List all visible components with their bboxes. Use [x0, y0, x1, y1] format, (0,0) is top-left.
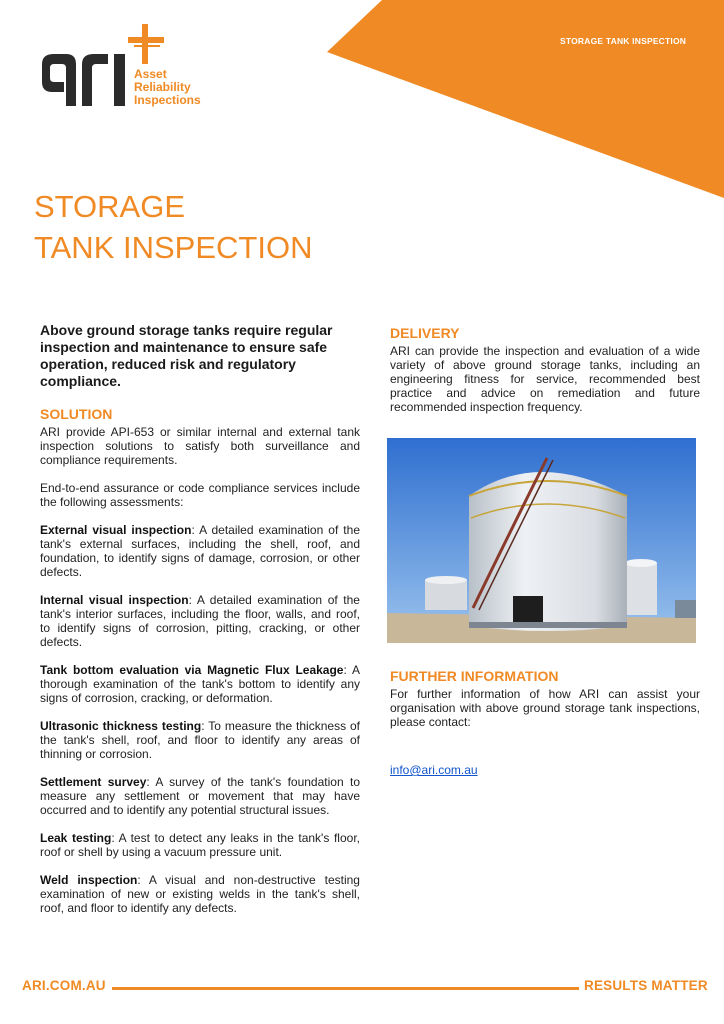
- assessment-term: Internal visual inspection: [40, 593, 189, 607]
- left-column: [40, 322, 360, 929]
- assessment-item: [40, 831, 360, 859]
- further-heading: FURTHER INFORMATION: [390, 668, 559, 684]
- assessment-desc: : A test to detect any leaks in the tank's floor, roof or shell by using a vacuum pressure unit.: [40, 831, 360, 859]
- assessment-desc: : A thorough examination of the tank's bottom to identify any signs of corrosion, cracking, or deformation.: [40, 663, 360, 705]
- storage-tank-photo: [387, 438, 696, 643]
- delivery-heading: DELIVERY: [390, 325, 460, 341]
- assessment-term: Leak testing: [40, 831, 112, 845]
- logo-line-asset: Asset: [134, 67, 167, 81]
- page-title: [34, 186, 312, 268]
- intro-text: Above ground storage tanks require regular inspection and maintenance to ensure safe operation, reduced risk and regulatory compliance.: [40, 322, 333, 389]
- assessment-item: [40, 663, 360, 705]
- further-text: For further information of how ARI can assist your organisation with above ground storage tank inspections, please contact:: [390, 687, 700, 729]
- assessment-term: External visual inspection: [40, 523, 192, 537]
- assessment-term: Ultrasonic thickness testing: [40, 719, 202, 733]
- footer-tagline: RESULTS MATTER: [584, 978, 708, 993]
- email-link[interactable]: info@ari.com.au: [390, 763, 478, 777]
- assessment-item: [40, 593, 360, 649]
- assessment-item: [40, 523, 360, 579]
- ari-logo-mark: [38, 24, 138, 114]
- solution-paragraph-2: End-to-end assurance or code compliance services include the following assessments:: [40, 481, 360, 509]
- assessment-term: Weld inspection: [40, 873, 138, 887]
- assessment-item: [40, 873, 360, 915]
- assessment-term: Tank bottom evaluation via Magnetic Flux Leakage: [40, 663, 344, 677]
- assessment-desc: : A visual and non-destructive testing examination of new or existing welds in the tank's shell, roof, and floor to identify any defects.: [40, 873, 360, 915]
- assessment-desc: : A survey of the tank's foundation to measure any settlement or movement that may have occurred and to identify any potential structural issues.: [40, 775, 360, 817]
- assessment-item: [40, 719, 360, 761]
- assessment-desc: : To measure the thickness of the tank's shell, roof, and floor to identify any areas of thinning or corrosion.: [40, 719, 361, 761]
- further-information: [390, 668, 700, 777]
- footer-website[interactable]: ARI.COM.AU: [22, 978, 106, 993]
- title-line-1: STORAGE: [34, 189, 186, 224]
- solution-paragraph-1: ARI provide API-653 or similar internal and external tank inspection solutions to satisfy both surveillance and compliance requirements.: [40, 425, 360, 467]
- delivery-text: ARI can provide the inspection and evaluation of a wide variety of above ground storage tanks, including an engineering fitness for service, recommended best practice and advice on remediation and future recommended inspection frequency.: [390, 344, 700, 414]
- title-line-2: TANK INSPECTION: [34, 230, 313, 265]
- storage-tank-image: [387, 438, 696, 643]
- footer-divider: [112, 987, 579, 990]
- logo-wordmark: [134, 68, 201, 107]
- assessment-term: Settlement survey: [40, 775, 147, 789]
- assessment-item: [40, 775, 360, 817]
- right-column: [390, 325, 700, 428]
- cross-plus-icon: [128, 24, 168, 64]
- logo-line-inspections: Inspections: [134, 93, 201, 107]
- assessment-desc: : A detailed examination of the tank's external surfaces, including the shell, roof, and foundation, to identify signs of damage, corrosion, or other defects.: [40, 523, 360, 579]
- solution-heading: SOLUTION: [40, 406, 113, 422]
- banner-title: STORAGE TANK INSPECTION: [560, 36, 687, 46]
- assessment-desc: : A detailed examination of the tank's interior surfaces, including the floor, walls, and roof, to identify signs of corrosion, pitting, cracking, or other defects.: [40, 593, 360, 649]
- logo-line-reliability: Reliability: [134, 80, 191, 94]
